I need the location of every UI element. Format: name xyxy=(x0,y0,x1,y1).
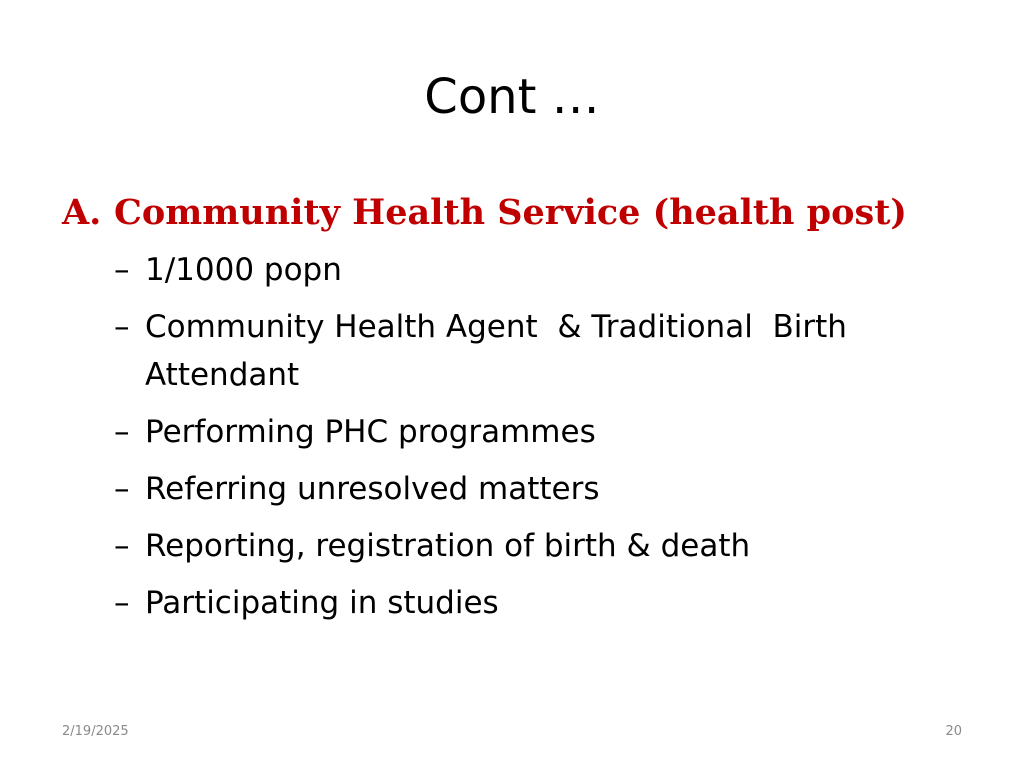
section-heading xyxy=(62,188,962,238)
section-marker: A. xyxy=(62,192,102,233)
bullet-text: Referring unresolved matters xyxy=(145,471,600,507)
section-heading-text: Community Health Service (health post) xyxy=(114,192,907,233)
dash-marker: – xyxy=(114,585,130,621)
bullet-text: Performing PHC programmes xyxy=(145,414,596,450)
list-item xyxy=(114,408,934,456)
footer-date: 2/19/2025 xyxy=(62,724,129,739)
list-item xyxy=(114,465,934,513)
bullet-text: 1/1000 popn xyxy=(145,252,342,288)
list-item xyxy=(114,579,934,627)
dash-marker: – xyxy=(114,252,130,288)
dash-marker: – xyxy=(114,528,130,564)
bullet-text: Reporting, registration of birth & death xyxy=(145,528,751,564)
page-number: 20 xyxy=(945,724,962,739)
dash-marker: – xyxy=(114,471,130,507)
dash-marker: – xyxy=(114,309,130,345)
list-item xyxy=(114,303,934,399)
bullet-list xyxy=(114,246,934,636)
bullet-text: Participating in studies xyxy=(145,585,499,621)
list-item xyxy=(114,246,934,294)
dash-marker: – xyxy=(114,414,130,450)
bullet-text: Community Health Agent & Traditional Birth Attendant xyxy=(145,309,857,393)
slide-title: Cont … xyxy=(424,69,600,125)
list-item xyxy=(114,522,934,570)
